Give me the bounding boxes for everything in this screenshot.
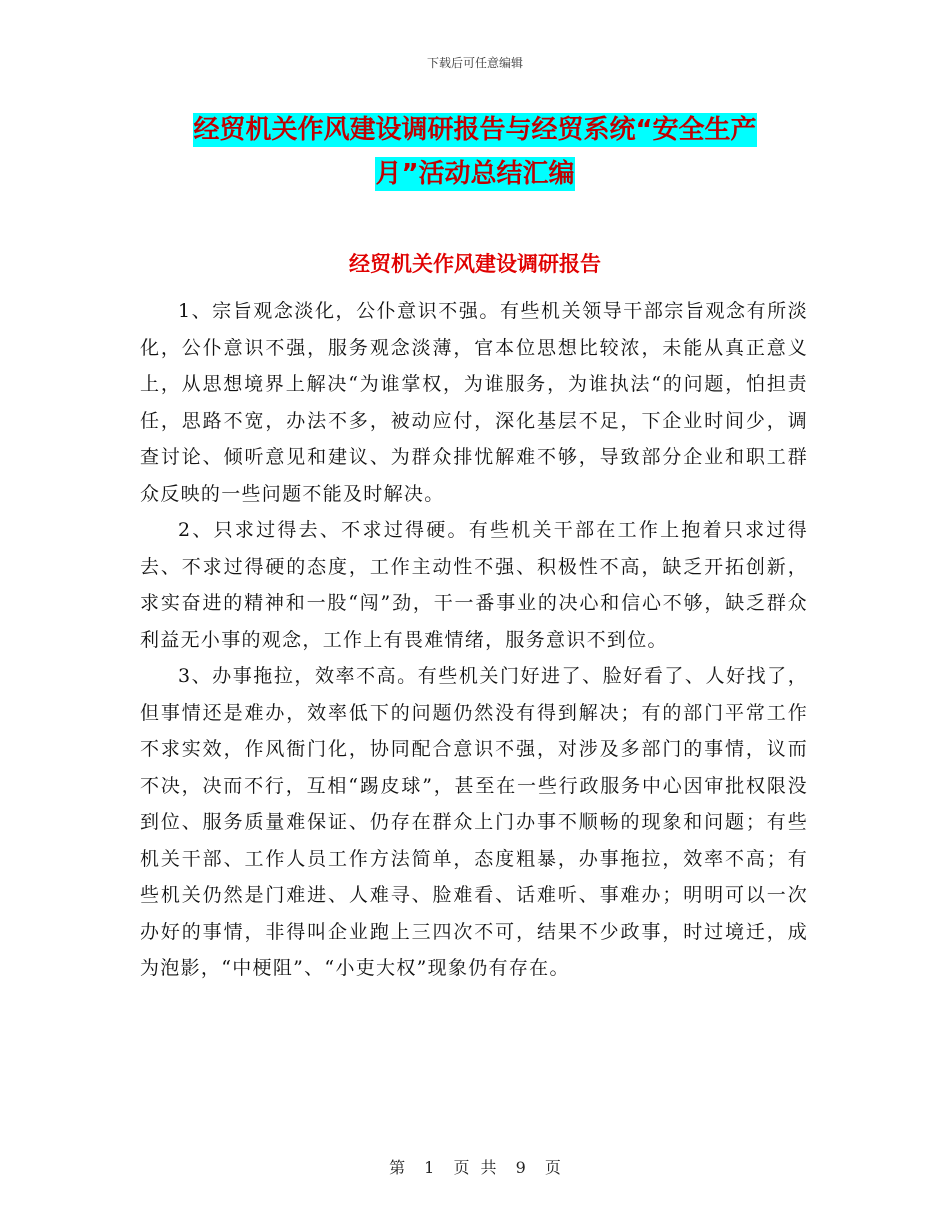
paragraph-1: 1、宗旨观念淡化，公仆意识不强。有些机关领导干部宗旨观念有所淡化，公仆意识不强，服务观念淡薄，官本位思想比较浓，未能从真正意义上，从思想境界上解决“为谁掌权，为谁服务，为谁执法“的问题，怕担责任，思路不宽，办法不多，被动应付，深化基层不足，下企业时间少，调查讨论、倾听意见和建议、为群众排忧解难不够，导致部分企业和职工群众反映的一些问题不能及时解决。 xyxy=(140,300,808,505)
footer-suffix: 页 xyxy=(544,1158,561,1177)
footer-page-number: 1 xyxy=(424,1158,435,1177)
document-title-line-1: 经贸机关作风建设调研报告与经贸系统“安全生产 xyxy=(193,115,757,145)
footer-prefix: 第 xyxy=(389,1158,406,1177)
page-footer xyxy=(0,1155,950,1178)
header-note: 下载后可任意编辑 xyxy=(426,56,523,70)
paragraph-2: 2、只求过得去、不求过得硬。有些机关干部在工作上抱着只求过得去、不求过得硬的态度，工作主动性不强、积极性不高，缺乏开拓创新，求实奋进的精神和一股“闯”劲，干一番事业的决心和信心不够，缺乏群众利益无小事的观念，工作上有畏难情绪，服务意识不到位。 xyxy=(140,519,808,651)
document-title xyxy=(0,108,950,196)
paragraph-3: 3、办事拖拉，效率不高。有些机关门好进了、脸好看了、人好找了，但事情还是难办，效率低下的问题仍然没有得到解决；有的部门平常工作不求实效，作风衙门化，协同配合意识不强，对涉及多部门的事情，议而不决，决而不行，互相“踢皮球”，甚至在一些行政服务中心因审批权限没到位、服务质量难保证、仍存在群众上门办事不顺畅的现象和问题；有些机关干部、工作人员工作方法简单，态度粗暴，办事拖拉，效率不高；有些机关仍然是门难进、人难寻、脸难看、话难听、事难办；明明可以一次办好的事情，非得叫企业跑上三四次不可，结果不少政事，时过境迁，成为泡影，“中梗阻”、“小吏大权”现象仍有存在。 xyxy=(140,665,808,979)
document-body xyxy=(140,293,808,987)
footer-total-pages: 9 xyxy=(515,1158,526,1177)
document-title-line-2: 月”活动总结汇编 xyxy=(375,159,575,189)
section-title: 经贸机关作风建设调研报告 xyxy=(349,252,601,276)
footer-middle: 页 共 xyxy=(453,1158,497,1177)
